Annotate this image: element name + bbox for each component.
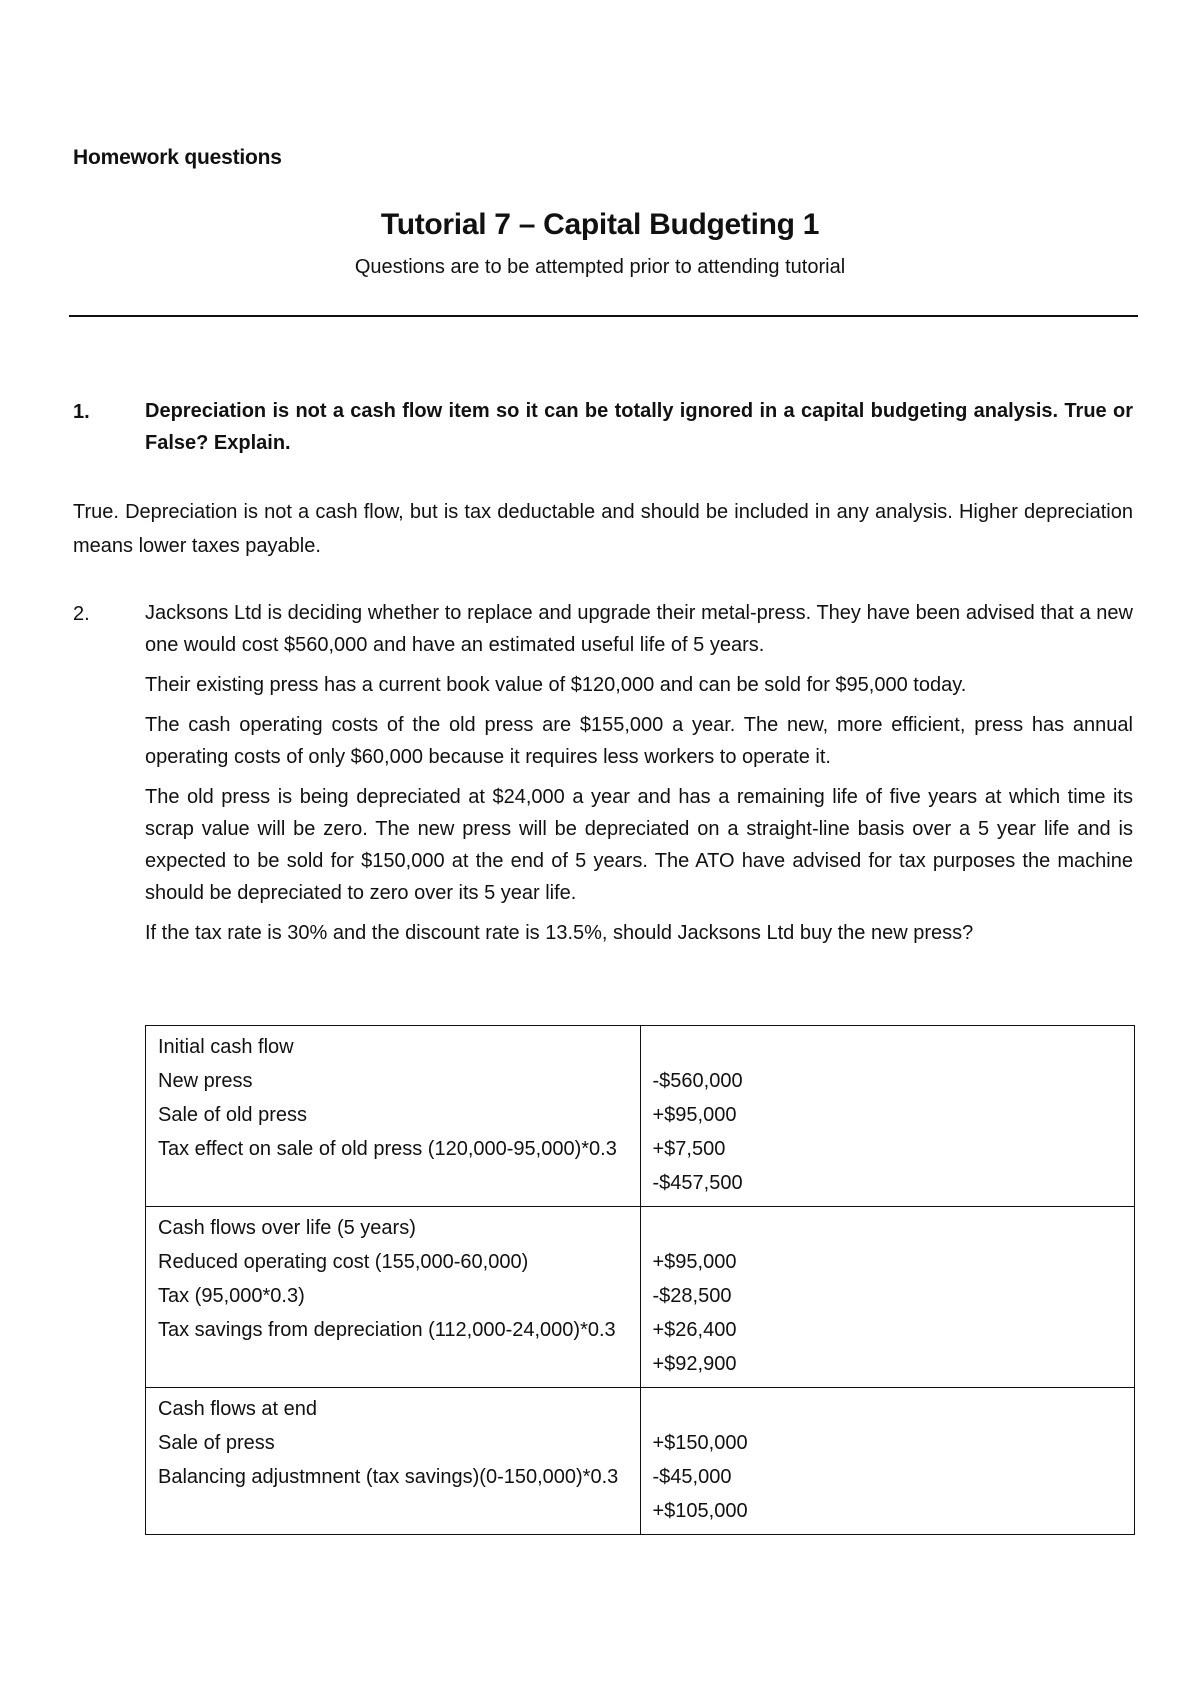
table-cell-values [640,1207,1135,1388]
line-item: Tax savings from depreciation (112,000-24,000)*0.3 [158,1319,616,1341]
question-2-paragraph: Their existing press has a current book value of $120,000 and can be sold for $95,000 today. [145,674,967,696]
line-value: +$7,500 [652,1138,726,1160]
question-1-answer: True. Depreciation is not a cash flow, but is tax deductable and should be included in any analysis. Higher depreciation means lower taxes payable. [73,501,1133,557]
line-item: Balancing adjustmnent (tax savings)(0-150,000)*0.3 [158,1466,619,1488]
line-value: +$95,000 [652,1104,737,1126]
table-cell-values [640,1388,1135,1535]
line-item: Sale of old press [158,1104,307,1126]
line-value: +$26,400 [652,1319,737,1341]
value-spacer [653,1211,1123,1245]
page-subtitle: Questions are to be attempted prior to attending tutorial [354,256,846,278]
section-heading: Cash flows over life (5 years) [158,1217,416,1239]
page-title: Tutorial 7 – Capital Budgeting 1 [380,208,820,241]
line-item: New press [158,1070,253,1092]
question-2-paragraph: The old press is being depreciated at $24,000 a year and has a remaining life of five years at which time its scrap value will be zero. The new press will be depreciated on a straight-line basis over a 5 year life and is expected to be sold for $150,000 at the end of 5 years. The ATO have advised for tax purposes the machine should be depreciated to zero over its 5 year life. [145,786,1133,904]
line-item: Tax (95,000*0.3) [158,1285,305,1307]
line-value: +$95,000 [652,1251,737,1273]
line-value-total: +$105,000 [652,1500,748,1522]
line-value-total: +$92,900 [652,1353,737,1375]
value-spacer [653,1392,1123,1426]
question-2-paragraph: If the tax rate is 30% and the discount rate is 13.5%, should Jacksons Ltd buy the new press? [145,922,974,944]
line-item: Tax effect on sale of old press (120,000-95,000)*0.3 [158,1138,617,1160]
question-2-paragraph: Jacksons Ltd is deciding whether to replace and upgrade their metal-press. They have been advised that a new one would cost $560,000 and have an estimated useful life of 5 years. [145,602,1133,656]
table-cell-description [146,1026,641,1207]
question-2-paragraph: The cash operating costs of the old press are $155,000 a year. The new, more efficient, press has annual operating costs of only $60,000 because it requires less workers to operate it. [145,714,1133,768]
line-value: -$28,500 [652,1285,732,1307]
question-1-text: Depreciation is not a cash flow item so it can be totally ignored in a capital budgeting analysis. True or False? Explain. [145,400,1133,454]
question-2-body [145,597,1133,957]
table-cell-values [640,1026,1135,1207]
value-spacer [653,1030,1123,1064]
table-row [146,1207,1135,1388]
section-label: Homework questions [73,146,282,169]
question-1-number: 1. [73,401,90,423]
section-heading: Initial cash flow [158,1036,294,1058]
line-item: Sale of press [158,1432,275,1454]
line-value: -$560,000 [652,1070,743,1092]
line-value: +$150,000 [652,1432,748,1454]
line-value-total: -$457,500 [652,1172,743,1194]
table-row [146,1388,1135,1535]
line-item: Reduced operating cost (155,000-60,000) [158,1251,529,1273]
table-row [146,1026,1135,1207]
cash-flow-table [145,1025,1135,1535]
table-cell-description [146,1388,641,1535]
line-value: -$45,000 [652,1466,732,1488]
table-cell-description [146,1207,641,1388]
question-2-number: 2. [73,603,90,625]
section-heading: Cash flows at end [158,1398,317,1420]
title-divider [69,315,1138,317]
